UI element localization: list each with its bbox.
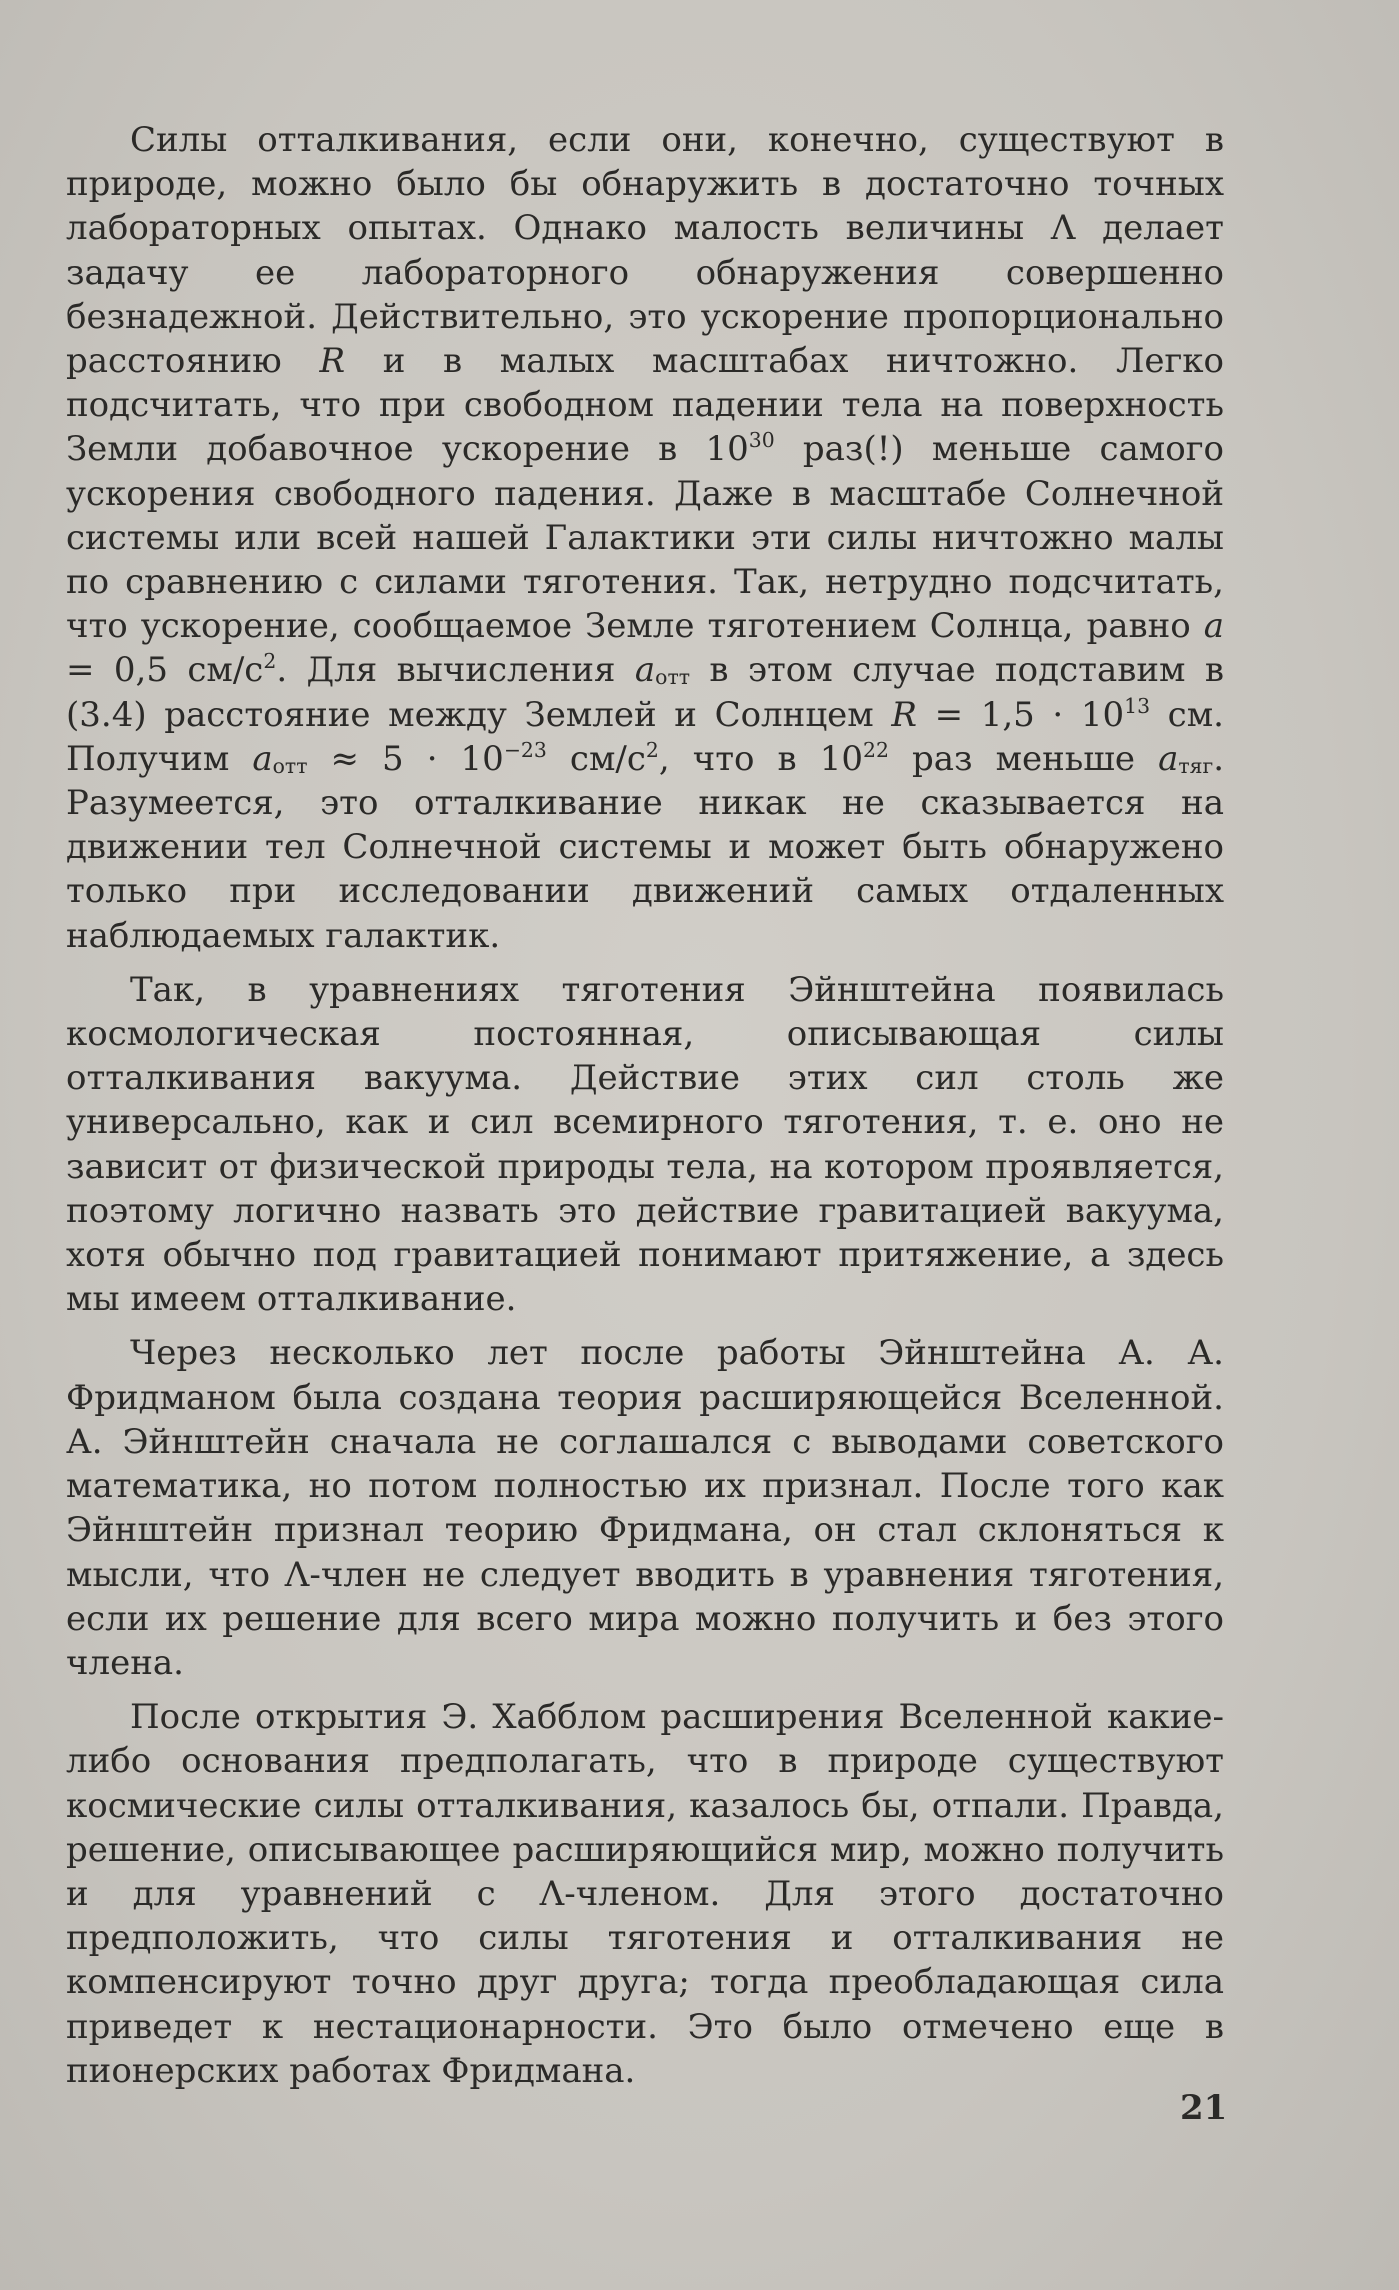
- text-segment: a: [1158, 738, 1179, 779]
- text-segment: −23: [503, 737, 547, 762]
- text-segment: R: [891, 694, 917, 735]
- text-segment: отт: [272, 753, 308, 778]
- text-segment: тяг: [1178, 753, 1214, 778]
- text-segment: = 0,5 см/с: [66, 650, 264, 691]
- text-segment: После открытия Э. Хабблом расширения Вселенной какие-либо основания предполагать, что в природе существуют космические силы отталкивания, казалось бы, отпали. Правда, решение, описывающее расширяющийся мир, можно получить и для уравнений с Λ-членом. Для этого достаточно предположить, что силы тяготения и отталкивания не компенсируют точно друг друга; тогда преобладающая сила приведет к нестационарности. Это было отмечено еще в пионерских работах Фридмана.: [66, 1697, 1224, 2091]
- text-segment: 22: [862, 737, 889, 762]
- text-segment: Так, в уравнениях тяготения Эйнштейна появилась космологическая постоянная, описывающая силы отталкивания вакуума. Действие этих сил столь же универсально, как и сил всемирного тяготения, т. е. оно не зависит от физической природы тела, на котором проявляется, поэтому логично назвать это действие гравитацией вакуума, хотя обычно под гравитацией понимают притяжение, а здесь мы имеем отталкивание.: [66, 969, 1224, 1320]
- text-segment: . Разумеется, это отталкивание никак не сказывается на движении тел Солнечной системы и может быть обнаружено только при исследовании движений самых отдаленных наблюдаемых галактик.: [66, 738, 1224, 956]
- text-segment: см. Получим: [66, 694, 1224, 779]
- text-segment: 2: [263, 649, 277, 674]
- text-segment: Силы отталкивания, если они, конечно, существуют в природе, можно было бы обнаружить в достаточно точных лабораторных опытах. Однако малость величины Λ делает задачу ее лабораторного обнаружения совершенно безнадежной. Действительно, это ускорение пропорционально расстоянию: [66, 120, 1224, 382]
- text-segment: , что в 10: [658, 738, 863, 779]
- text-segment: a: [252, 738, 273, 779]
- text-segment: a: [1203, 606, 1224, 647]
- text-segment: раз(!) меньше самого ускорения свободного падения. Даже в масштабе Солнечной системы или всей нашей Галактики эти силы ничтожно малы по сравнению с силами тяготения. Так, нетрудно подсчитать, что ускорение, сообщаемое Земле тяготением Солнца, равно: [66, 429, 1224, 647]
- paragraph-1: [66, 118, 1224, 958]
- text-segment: в этом случае подставим в (3.4) расстояние между Землей и Солнцем: [66, 650, 1224, 735]
- text-segment: раз меньше: [888, 738, 1159, 779]
- text-segment: 30: [748, 428, 775, 453]
- text-segment: . Для вычисления: [276, 650, 635, 691]
- text-segment: Через несколько лет после работы Эйнштейна А. А. Фридманом была создана теория расширяющейся Вселенной. А. Эйнштейн сначала не соглашался с выводами советского математика, но потом полностью их признал. После того как Эйнштейн признал теорию Фридмана, он стал склоняться к мысли, что Λ-член не следует вводить в уравнения тяготения, если их решение для всего мира можно получить и без этого члена.: [66, 1333, 1224, 1683]
- paragraph-3: [66, 1331, 1224, 1685]
- text-segment: ≈ 5 · 10: [307, 738, 504, 779]
- paragraph-4: [66, 1695, 1224, 2093]
- text-segment: R: [319, 341, 346, 382]
- text-segment: = 1,5 · 10: [916, 694, 1125, 735]
- text-segment: 2: [645, 737, 659, 762]
- text-segment: и в малых масштабах ничтожно. Легко подсчитать, что при свободном падении тела на поверхность Земли добавочное ускорение в 10: [66, 341, 1225, 470]
- paragraph-2: [66, 968, 1224, 1322]
- body-text: [66, 118, 1224, 2103]
- text-segment: a: [634, 650, 656, 691]
- text-segment: см/с: [546, 738, 646, 779]
- text-segment: отт: [655, 665, 691, 690]
- page-number: 21: [1180, 2088, 1228, 2128]
- text-segment: 13: [1124, 693, 1151, 718]
